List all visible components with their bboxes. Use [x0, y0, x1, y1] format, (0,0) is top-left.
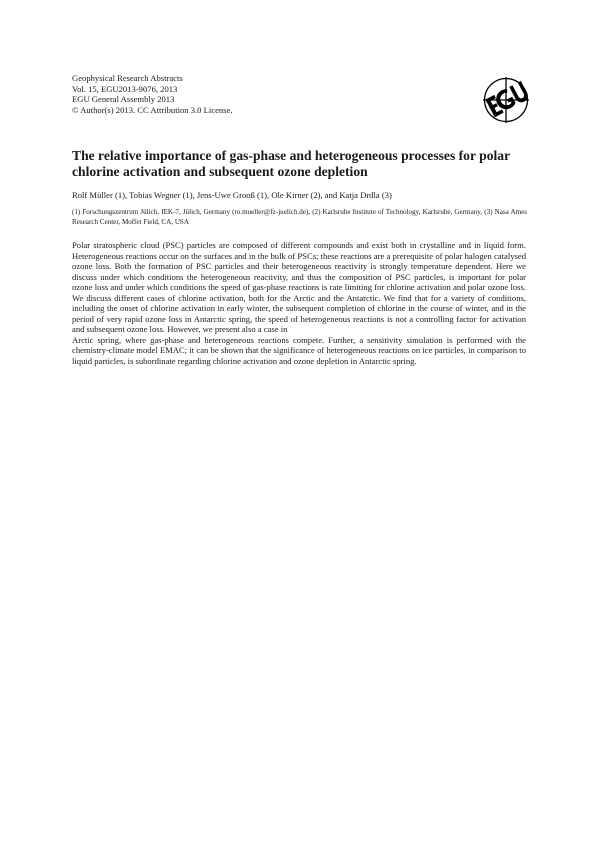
abstract-paragraph-1: Polar stratospheric cloud (PSC) particles are composed of different compounds and exist both in crystalline and in liquid form. Heterogeneous reactions occur on the surfaces and in the bulk of PSCs; these reactions are a prerequisite of polar halogen catalysed ozone loss. Both the formation of PSC particles and their heterogeneous reactivity is strongly temperature dependent. Here we discuss under which conditions the heterogeneous reactivity, and thus the composition of PSC particles, is important for polar ozone loss and under which conditions the speed of gas-phase reactions is rate limiting for chlorine activation and polar ozone loss. We discuss different cases of chlorine activation, both for the Arctic and the Antarctic. We find that for a variety of conditions, including the onset of chlorine activation in early winter, the subsequent completion of chlorine in the course of winter, and in the period of very rapid ozone loss in Antarctic spring, the speed of heterogeneous reactions is not a controlling factor for activation and subsequent ozone loss. However, we present also a case in [72, 240, 526, 335]
egu-logo [482, 76, 530, 124]
journal-header [72, 73, 233, 115]
license-info: © Author(s) 2013. CC Attribution 3.0 License. [72, 104, 233, 115]
affiliations: (1) Forschungszentrum Jülich, IEK-7, Jülich, Germany (ro.mueller@fz-juelich.de), (2) Karlsruhe Institute of Technology, Karlsruhe, Germany, (3) Nasa Ames Research Center, Moffet Field, CA, USA [72, 208, 527, 227]
abstract-paragraph-2: Arctic spring, where gas-phase and heterogeneous reactions compete. Further, a sensitivity simulation is performed with the chemistry-climate model EMAC; it can be shown that the significance of heterogeneous reactions on ice particles, in comparison to liquid particles, is subordinate regarding chlorine activation and ozone depletion in Antarctic spring. [72, 334, 526, 367]
abstract-body [72, 240, 526, 367]
assembly-info: EGU General Assembly 2013 [72, 94, 175, 105]
paper-title: The relative importance of gas-phase and heterogeneous processes for polar chlorine activation and subsequent ozone depletion [72, 148, 510, 180]
volume-info: Vol. 15, EGU2013-9076, 2013 [72, 83, 178, 94]
journal-name: Geophysical Research Abstracts [72, 73, 183, 83]
author-list: Rolf Müller (1), Tobias Wegner (1), Jens-Uwe Grooß (1), Ole Kirner (2), and Katja Drdla (3) [72, 190, 392, 200]
